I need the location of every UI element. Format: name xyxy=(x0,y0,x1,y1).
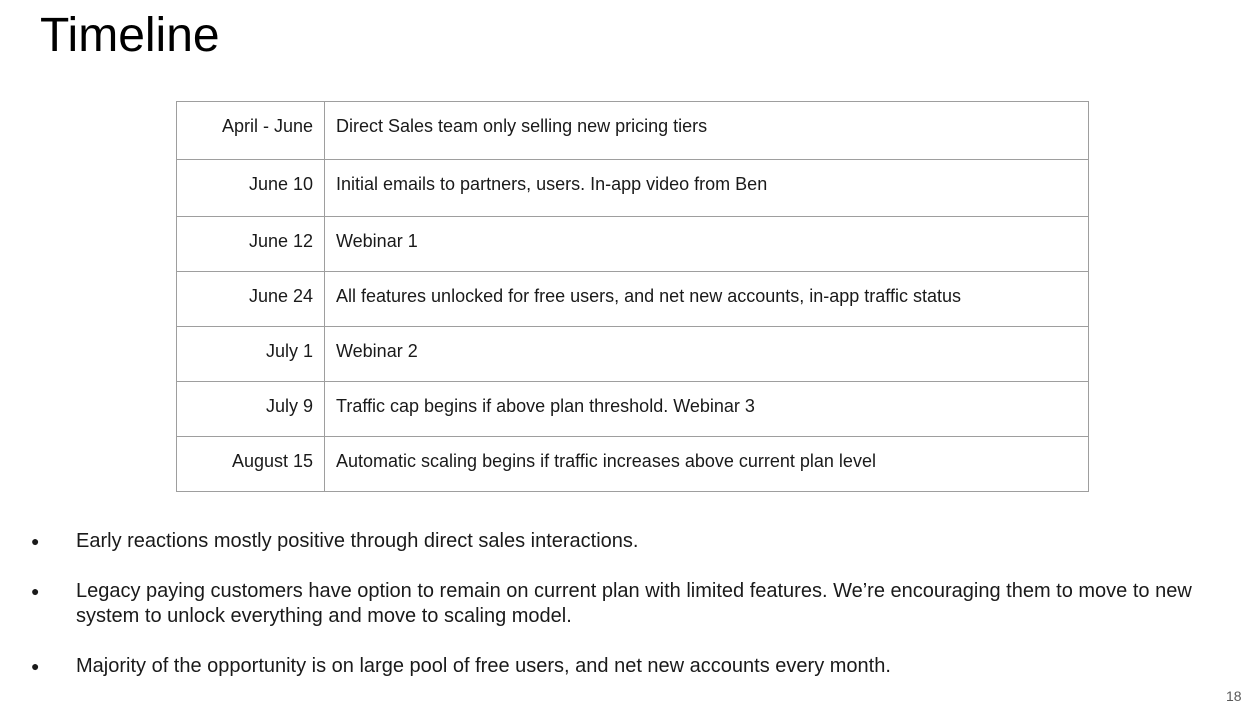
timeline-table xyxy=(176,101,1089,492)
timeline-date: April - June xyxy=(177,102,325,160)
timeline-event: Traffic cap begins if above plan threshold. Webinar 3 xyxy=(325,382,1089,437)
bullet-dot-icon: ● xyxy=(31,658,40,674)
timeline-date: June 10 xyxy=(177,160,325,217)
timeline-date: June 24 xyxy=(177,272,325,327)
timeline-row xyxy=(177,382,1089,437)
bullet-dot-icon: ● xyxy=(31,583,40,599)
timeline-row xyxy=(177,327,1089,382)
timeline-event: All features unlocked for free users, and net new accounts, in-app traffic status xyxy=(325,272,1089,327)
slide-title: Timeline xyxy=(40,9,220,62)
bullet-dot-icon: ● xyxy=(31,533,40,549)
timeline-row xyxy=(177,437,1089,492)
bullet-item xyxy=(31,579,1216,629)
timeline-row xyxy=(177,272,1089,327)
timeline-row xyxy=(177,160,1089,217)
bullet-list xyxy=(31,529,1216,704)
timeline-event: Direct Sales team only selling new pricing tiers xyxy=(325,102,1089,160)
page-number: 18 xyxy=(1226,688,1242,704)
timeline-event: Initial emails to partners, users. In-app video from Ben xyxy=(325,160,1089,217)
bullet-item xyxy=(31,654,1216,679)
timeline-event: Webinar 2 xyxy=(325,327,1089,382)
timeline-row xyxy=(177,102,1089,160)
bullet-text: Early reactions mostly positive through direct sales interactions. xyxy=(76,530,639,552)
timeline-date: August 15 xyxy=(177,437,325,492)
timeline-event: Automatic scaling begins if traffic increases above current plan level xyxy=(325,437,1089,492)
timeline-event: Webinar 1 xyxy=(325,217,1089,272)
timeline-row xyxy=(177,217,1089,272)
timeline-date: July 9 xyxy=(177,382,325,437)
timeline-date: July 1 xyxy=(177,327,325,382)
bullet-text: Legacy paying customers have option to remain on current plan with limited features. We’re encouraging them to move to new system to unlock everything and move to scaling model. xyxy=(76,580,1192,627)
bullet-item xyxy=(31,529,1216,554)
timeline-date: June 12 xyxy=(177,217,325,272)
bullet-text: Majority of the opportunity is on large pool of free users, and net new accounts every month. xyxy=(76,655,891,677)
